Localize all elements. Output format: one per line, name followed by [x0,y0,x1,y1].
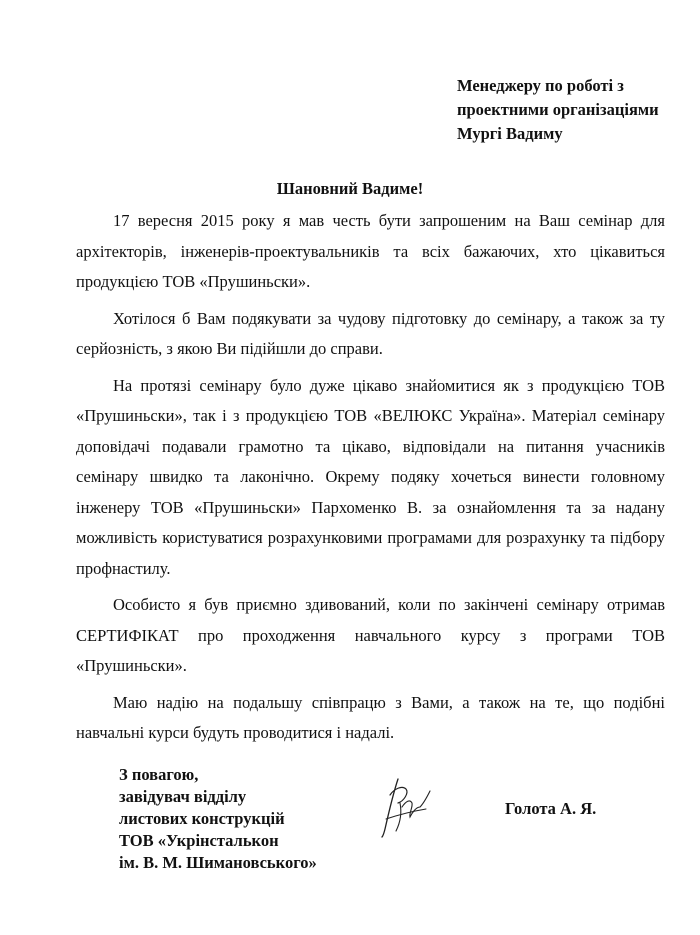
closing-line-1: З повагою, [119,765,199,784]
letter-body [76,206,665,755]
handwritten-signature-icon [376,773,436,839]
recipient-line-1: Менеджеру по роботі з [457,76,624,95]
greeting: Шановний Вадиме! [276,179,424,198]
recipient-block [457,74,687,146]
signer-name: Голота А. Я. [505,799,597,818]
closing-block [119,764,317,874]
closing-line-3: листових конструкцій [119,809,285,828]
paragraph-2: Хотілося б Вам подякувати за чудову підготовку до семінару, а також за ту серйозність, з якою Ви підійшли до справи. [76,308,665,358]
closing-line-4: ТОВ «Укрінсталькон [119,831,279,850]
closing-line-5: ім. В. М. Шимановського» [119,853,317,872]
paragraph-1: 17 вересня 2015 року я мав честь бути запрошеним на Ваш семінар для архітекторів, інженерів-проектувальників та всіх бажаючих, хто цікавиться продукцією ТОВ «Прушиньски». [76,211,665,291]
recipient-line-3: Мургі Вадиму [457,124,563,143]
paragraph-5: Маю надію на подальшу співпрацю з Вами, а також на те, що подібні навчальні курси будуть проводитися і надалі. [76,692,665,742]
recipient-line-2: проектними організаціями [457,100,659,119]
paragraph-4: Особисто я був приємно здивований, коли по закінчені семінару отримав СЕРТИФІКАТ про проходження навчального курсу з програми ТОВ «Прушиньски». [76,595,665,675]
closing-line-2: завідувач відділу [119,787,247,806]
paragraph-3: На протязі семінару було дуже цікаво знайомитися як з продукцією ТОВ «Прушиньски», так і з продукцією ТОВ «ВЕЛЮКС Україна». Матеріал семінару доповідачі подавали грамотно та цікаво, відповідали на питання учасників семінару швидко та лаконічно. Окрему подяку хочеться винести головному інженеру ТОВ «Прушиньски» Пархоменко В. за ознайомлення та за надану можливість користуватися розрахунковими програмами для розрахунку та підбору профнастилу. [76,375,665,578]
